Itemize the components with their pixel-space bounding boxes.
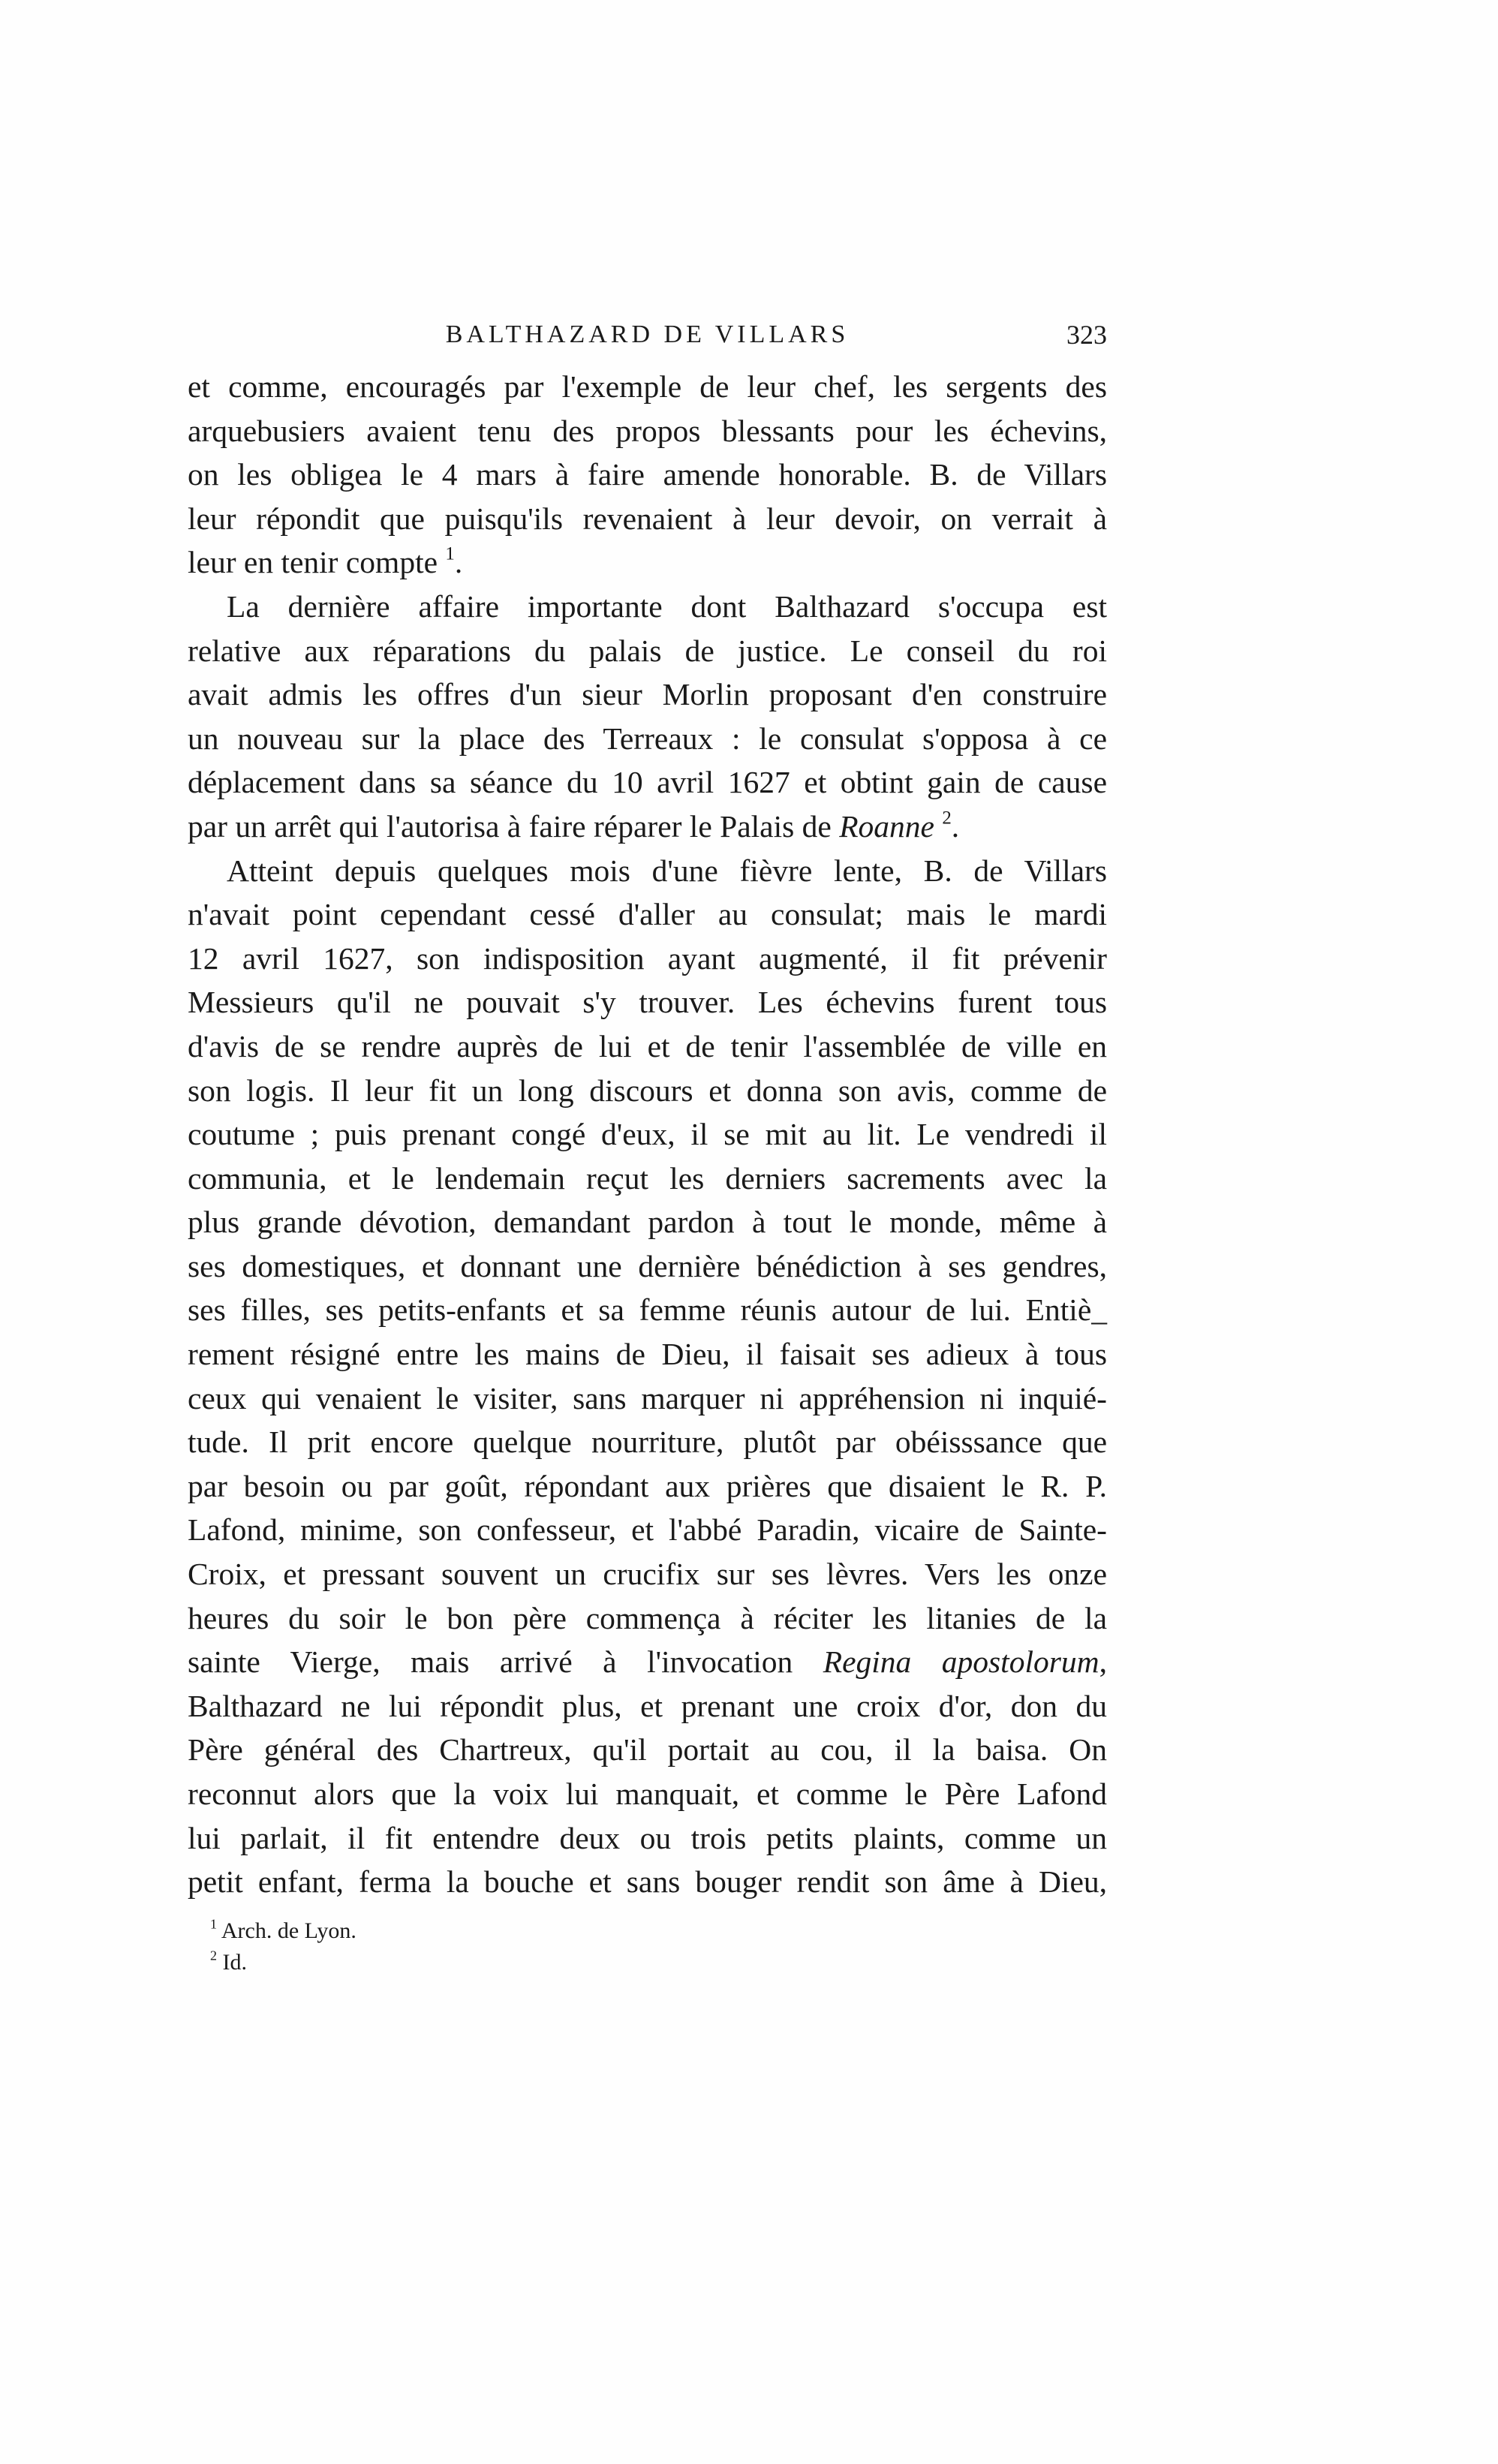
text-line: reconnut alors que la voix lui manquait, et comme le Père Lafond bbox=[188, 1777, 1107, 1811]
text-fragment: par un arrêt qui l'autorisa à faire réparer le Palais de bbox=[188, 808, 832, 844]
text-line: Messieurs qu'il ne pouvait s'y trouver. Les échevins furent tous bbox=[188, 985, 1107, 1020]
text-line: avait admis les offres d'un sieur Morlin proposant d'en construire bbox=[188, 677, 1107, 712]
footnote-mark: 1 bbox=[210, 1916, 217, 1932]
text-line: ceux qui venaient le visiter, sans marquer ni appréhension ni inquié- bbox=[188, 1380, 1107, 1416]
text-line bbox=[188, 805, 1107, 849]
text-line: déplacement dans sa séance du 10 avril 1627 et obtint gain de cause bbox=[188, 765, 1107, 800]
italic-latin-phrase: Regina apostolorum bbox=[823, 1644, 1099, 1680]
footnote-text: Arch. de Lyon. bbox=[221, 1918, 356, 1943]
footnote bbox=[210, 1947, 735, 1978]
footnote-text: Id. bbox=[222, 1950, 247, 1975]
text-line: Croix, et pressant souvent un crucifix sur ses lèvres. Vers les onze bbox=[188, 1557, 1107, 1592]
text-line: tude. Il prit encore quelque nourriture, plutôt par obéisssance que bbox=[188, 1425, 1107, 1460]
text-line: son logis. Il leur fit un long discours et donna son avis, comme de bbox=[188, 1073, 1107, 1108]
text-line bbox=[188, 540, 1107, 585]
text-line: heures du soir le bon père commença à réciter les litanies de la bbox=[188, 1600, 1107, 1635]
footnote bbox=[210, 1915, 735, 1947]
text-line: Lafond, minime, son confesseur, et l'abbé Paradin, vicaire de Sainte- bbox=[188, 1512, 1107, 1548]
text-line: leur répondit que puisqu'ils revenaient à leur devoir, on verrait à bbox=[188, 501, 1107, 536]
footnote-ref: 1 bbox=[445, 543, 455, 564]
text-line: et comme, encouragés par l'exemple de leur chef, les sergents des bbox=[188, 369, 1107, 404]
paragraph-start-line: Atteint depuis quelques mois d'une fièvre lente, B. de Villars bbox=[227, 853, 1107, 888]
running-head bbox=[188, 314, 1107, 356]
text-line: plus grande dévotion, demandant pardon à tout le monde, même à bbox=[188, 1205, 1107, 1240]
text-line bbox=[188, 1640, 1107, 1684]
punctuation: . bbox=[951, 808, 960, 844]
text-line: par besoin ou par goût, répondant aux prières que disaient le R. P. bbox=[188, 1468, 1107, 1503]
text-line: relative aux réparations du palais de justice. Le conseil du roi bbox=[188, 633, 1107, 668]
text-line: ses filles, ses petits-enfants et sa femme réunis autour de lui. Entiè_ bbox=[188, 1292, 1107, 1328]
text-line: 12 avril 1627, son indisposition ayant augmenté, il fit prévenir bbox=[188, 940, 1107, 976]
text-line: un nouveau sur la place des Terreaux : le consulat s'opposa à ce bbox=[188, 721, 1107, 756]
text-line: Balthazard ne lui répondit plus, et prenant une croix d'or, don du bbox=[188, 1688, 1107, 1723]
text-line: n'avait point cependant cessé d'aller au consulat; mais le mardi bbox=[188, 897, 1107, 932]
text-line: arquebusiers avaient tenu des propos blessants pour les échevins, bbox=[188, 413, 1107, 448]
text-line: Père général des Chartreux, qu'il portait au cou, il la baisa. On bbox=[188, 1732, 1107, 1768]
text-line: d'avis de se rendre auprès de lui et de tenir l'assemblée de ville en bbox=[188, 1028, 1107, 1064]
text-line: on les obligea le 4 mars à faire amende honorable. B. de Villars bbox=[188, 457, 1107, 492]
text-line: ses domestiques, et donnant une dernière bénédiction à ses gendres, bbox=[188, 1248, 1107, 1283]
text-fragment: sainte Vierge, mais arrivé à l'invocation bbox=[188, 1644, 793, 1680]
footnote-mark: 2 bbox=[210, 1948, 217, 1963]
footnote-ref: 2 bbox=[942, 808, 952, 829]
footnotes bbox=[210, 1915, 735, 1978]
body-text bbox=[188, 365, 1107, 1904]
text-line: lui parlait, il fit entendre deux ou trois petits plaints, comme un bbox=[188, 1820, 1107, 1855]
running-title: BALTHAZARD DE VILLARS bbox=[445, 320, 850, 348]
page-number: 323 bbox=[1066, 320, 1107, 350]
text-line: rement résigné entre les mains de Dieu, il faisait ses adieux à tous bbox=[188, 1337, 1107, 1372]
text-fragment: leur en tenir compte bbox=[188, 545, 438, 580]
punctuation: , bbox=[1099, 1644, 1107, 1680]
text-line: coutume ; puis prenant congé d'eux, il se mit au lit. Le vendredi il bbox=[188, 1117, 1107, 1152]
text-line: petit enfant, ferma la bouche et sans bouger rendit son âme à Dieu, bbox=[188, 1864, 1107, 1900]
text-line: communia, et le lendemain reçut les derniers sacrements avec la bbox=[188, 1160, 1107, 1196]
paragraph-start-line: La dernière affaire importante dont Balthazard s'occupa est bbox=[227, 588, 1107, 624]
italic-place-name: Roanne bbox=[839, 808, 934, 844]
punctuation: . bbox=[454, 545, 463, 580]
